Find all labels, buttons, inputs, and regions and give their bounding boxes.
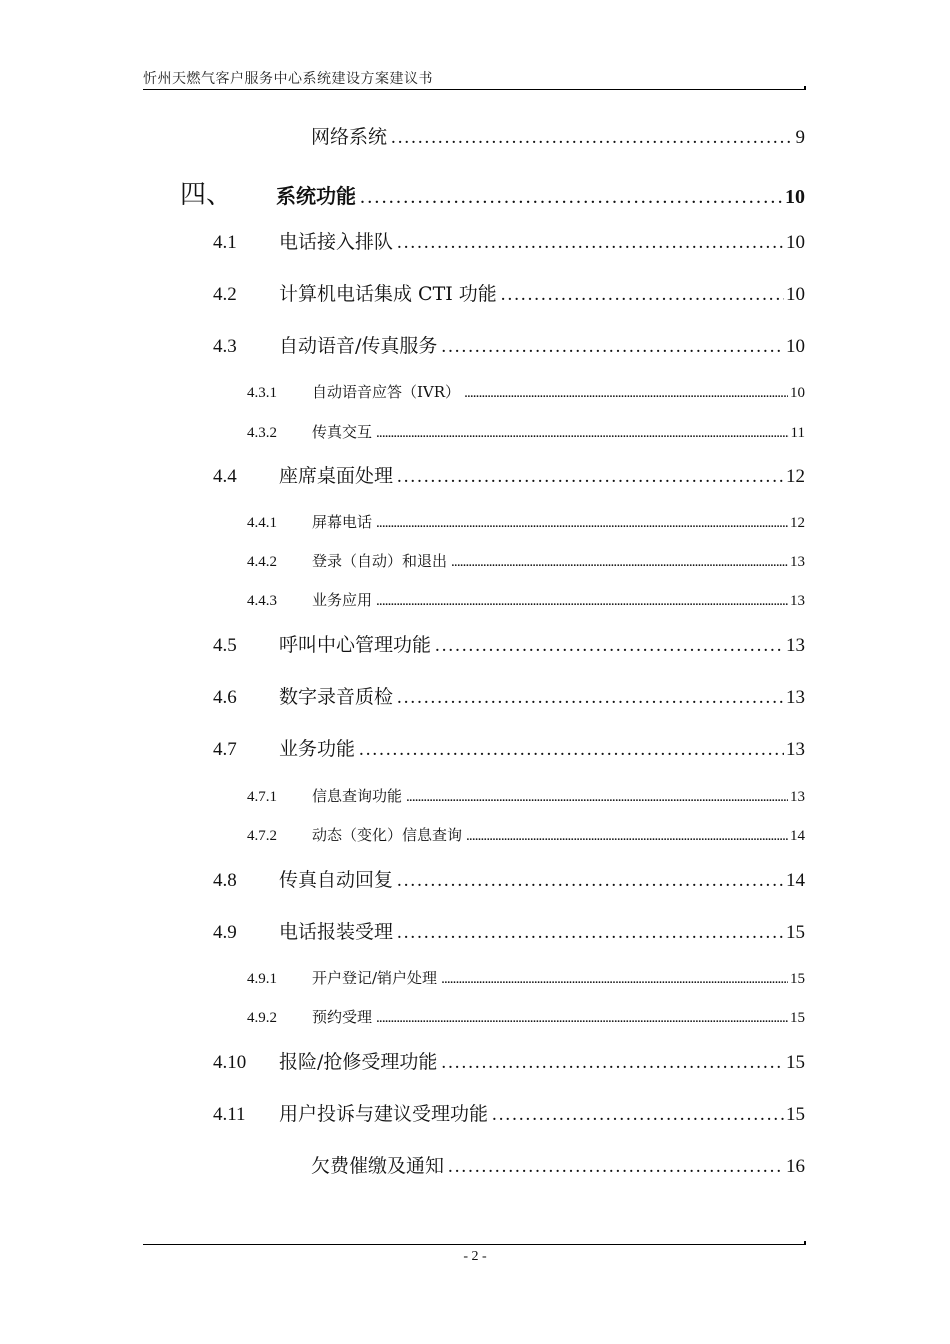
- toc-entry-page: 10: [786, 336, 805, 357]
- toc-entry-number: 4.1: [213, 232, 237, 253]
- toc-entry-title: 座席桌面处理: [279, 465, 394, 487]
- toc-dot-leader: [406, 789, 788, 806]
- toc-entry-page: 13: [790, 554, 805, 570]
- toc-dot-leader: [376, 593, 788, 610]
- toc-entry-page: 12: [790, 515, 805, 531]
- toc-entry-page: 10: [790, 385, 805, 401]
- toc-entry-page: 13: [790, 593, 805, 609]
- toc-dot-leader: [376, 515, 788, 532]
- toc-entry[interactable]: [247, 824, 805, 846]
- toc-entry-page: 13: [790, 789, 805, 805]
- toc-dot-leader: [466, 828, 788, 845]
- toc-entry-title: 登录（自动）和退出: [312, 552, 448, 570]
- toc-entry-number: 4.3: [213, 336, 237, 357]
- toc-entry-title: 业务功能: [279, 738, 356, 760]
- toc-entry-title: 欠费催缴及通知: [311, 1155, 445, 1177]
- footer-rule-end-mark: [804, 1241, 806, 1245]
- toc-entry[interactable]: [247, 1006, 805, 1028]
- toc-entry-page: 13: [786, 635, 805, 656]
- toc-entry-number: 4.7.1: [247, 789, 277, 805]
- header-rule-end-mark: [804, 86, 806, 90]
- toc-entry[interactable]: [213, 1099, 805, 1127]
- toc-entry[interactable]: [247, 511, 805, 533]
- toc-entry[interactable]: [213, 1047, 805, 1075]
- toc-entry-title: 电话接入排队: [279, 231, 394, 253]
- header-rule: [143, 89, 805, 90]
- toc-entry-title: 自动语音应答（IVR）: [312, 383, 461, 401]
- toc-entry-number: 4.3.2: [247, 425, 277, 441]
- toc-entry[interactable]: [213, 917, 805, 945]
- toc-entry-number: 4.9.1: [247, 971, 277, 987]
- toc-entry-number: 4.4.2: [247, 554, 277, 570]
- toc-entry-number: 4.4.1: [247, 515, 277, 531]
- toc-entry-page: 13: [786, 739, 805, 760]
- toc-entry-title: 传真自动回复: [279, 869, 394, 891]
- page-number: - 2 -: [463, 1249, 487, 1264]
- toc-entry[interactable]: [247, 550, 805, 572]
- toc-dot-leader: [441, 1052, 784, 1074]
- toc-dot-leader: [501, 284, 784, 306]
- toc-entry[interactable]: [311, 122, 805, 150]
- toc-entry[interactable]: [247, 381, 805, 403]
- toc-dot-leader: [397, 687, 784, 709]
- toc-entry-page: 9: [795, 127, 805, 148]
- toc-entry-title: 信息查询功能: [312, 787, 403, 805]
- toc-entry-page: 12: [786, 466, 805, 487]
- toc-entry[interactable]: [247, 785, 805, 807]
- toc-dot-leader: [397, 466, 784, 488]
- toc-entry-title: 报险/抢修受理功能: [279, 1051, 438, 1073]
- toc-entry-number: 4.10: [213, 1052, 247, 1073]
- toc-entry[interactable]: [213, 461, 805, 489]
- toc-entry-page: 16: [786, 1156, 805, 1177]
- toc-dot-leader: [435, 635, 784, 657]
- toc-entry-title: 动态（变化）信息查询: [312, 826, 463, 844]
- toc-entry-page: 15: [786, 1104, 805, 1125]
- toc-entry-page: 10: [785, 186, 805, 208]
- document-header-title: 忻州天燃气客户服务中心系统建设方案建议书: [143, 71, 433, 87]
- toc-entry[interactable]: [213, 227, 805, 255]
- toc-dot-leader: [464, 385, 788, 402]
- toc-entry-number: 4.11: [213, 1104, 246, 1125]
- toc-entry-title: 预约受理: [312, 1008, 373, 1026]
- toc-dot-leader: [397, 922, 784, 944]
- toc-entry-title: 用户投诉与建议受理功能: [279, 1103, 489, 1125]
- toc-entry-page: 15: [786, 1052, 805, 1073]
- toc-entry[interactable]: [213, 682, 805, 710]
- toc-entry-page: 13: [786, 687, 805, 708]
- toc-entry[interactable]: [213, 734, 805, 762]
- toc-entry-number: 4.5: [213, 635, 237, 656]
- toc-entry-number: 4.7: [213, 739, 237, 760]
- toc-dot-leader: [376, 425, 789, 442]
- toc-entry-number: 4.7.2: [247, 828, 277, 844]
- toc-entry-number: 4.9: [213, 922, 237, 943]
- toc-entry-title: 呼叫中心管理功能: [279, 634, 432, 656]
- toc-dot-leader: [397, 870, 784, 892]
- toc-dot-leader: [448, 1156, 784, 1178]
- toc-dot-leader: [441, 971, 788, 988]
- toc-entry-page: 11: [790, 425, 805, 441]
- toc-dot-leader: [397, 232, 784, 254]
- footer-rule: [143, 1244, 805, 1245]
- toc-entry[interactable]: [247, 421, 805, 443]
- toc-dot-leader: [391, 127, 793, 149]
- toc-entry-page: 14: [786, 870, 805, 891]
- toc-entry[interactable]: [213, 331, 805, 359]
- toc-entry-page: 15: [790, 1010, 805, 1026]
- toc-entry-page: 15: [786, 922, 805, 943]
- toc-entry-title: 网络系统: [311, 126, 388, 148]
- toc-entry-title: 传真交互: [312, 423, 373, 441]
- toc-dot-leader: [360, 186, 783, 209]
- toc-entry-number: 4.4.3: [247, 593, 277, 609]
- toc-entry-number: 四、: [180, 180, 233, 209]
- toc-dot-leader: [441, 336, 784, 358]
- toc-entry[interactable]: [180, 174, 805, 209]
- toc-entry-title: 系统功能: [276, 184, 356, 208]
- toc-entry[interactable]: [213, 630, 805, 658]
- toc-entry-number: 4.2: [213, 284, 237, 305]
- toc-entry[interactable]: [213, 865, 805, 893]
- toc-entry-title: 电话报装受理: [279, 921, 394, 943]
- toc-entry-number: 4.9.2: [247, 1010, 277, 1026]
- toc-entry[interactable]: [311, 1151, 805, 1179]
- toc-dot-leader: [359, 739, 784, 761]
- toc-entry-number: 4.8: [213, 870, 237, 891]
- toc-entry-number: 4.4: [213, 466, 237, 487]
- toc-entry-page: 10: [786, 232, 805, 253]
- toc-entry-number: 4.6: [213, 687, 237, 708]
- toc-entry[interactable]: [247, 967, 805, 989]
- toc-entry-title: 屏幕电话: [312, 513, 373, 531]
- toc-entry-title: 开户登记/销户处理: [312, 969, 438, 987]
- toc-entry-title: 业务应用: [312, 591, 373, 609]
- toc-entry-title: 计算机电话集成 CTI 功能: [279, 283, 497, 305]
- toc-entry-number: 4.3.1: [247, 385, 277, 401]
- toc-entry-page: 10: [786, 284, 805, 305]
- toc-dot-leader: [492, 1104, 784, 1126]
- toc-dot-leader: [451, 554, 788, 571]
- toc-entry[interactable]: [247, 589, 805, 611]
- toc-entry-page: 14: [790, 828, 805, 844]
- toc-dot-leader: [376, 1010, 788, 1027]
- toc-entry-title: 自动语音/传真服务: [279, 335, 438, 357]
- toc-entry[interactable]: [213, 279, 805, 307]
- toc-entry-page: 15: [790, 971, 805, 987]
- toc-entry-title: 数字录音质检: [279, 686, 394, 708]
